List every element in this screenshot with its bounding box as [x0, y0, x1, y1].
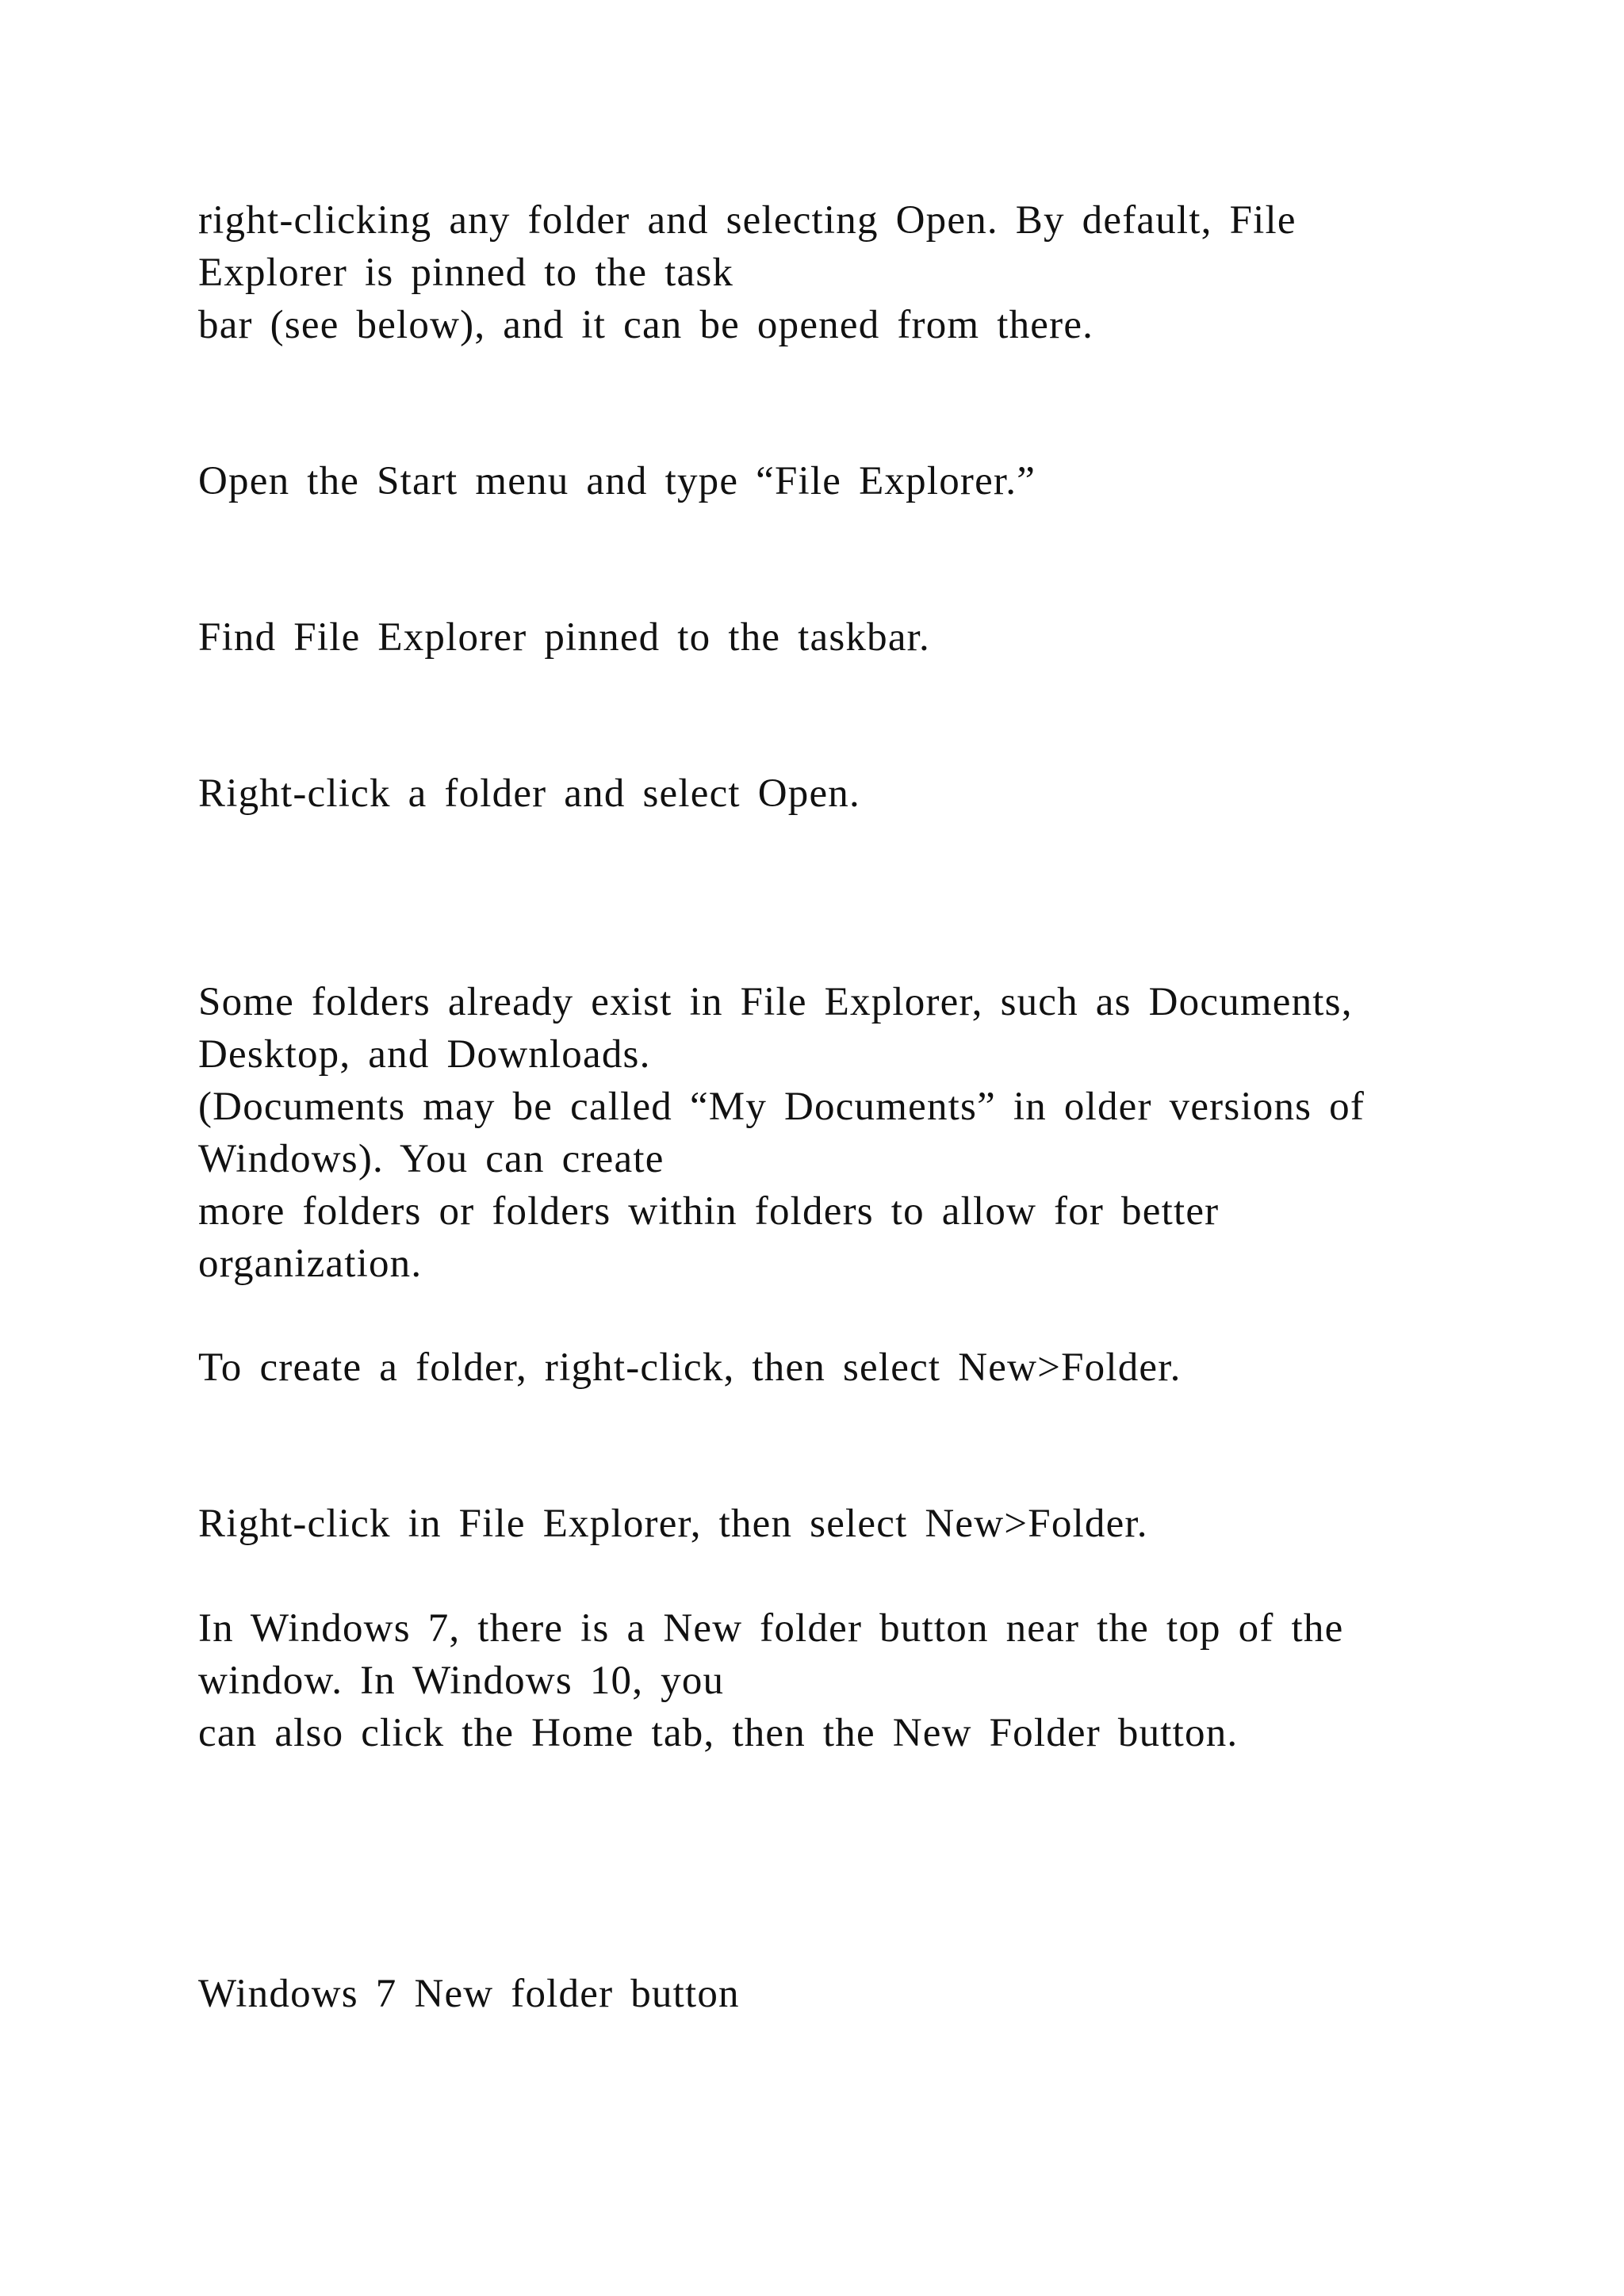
paragraph-line: Right-click in File Explorer, then select New>Folder.: [198, 1502, 1148, 1546]
paragraph-line: Open the Start menu and type “File Explorer.”: [198, 459, 1036, 503]
paragraph-line: window. In Windows 10, you: [198, 1659, 725, 1703]
paragraph-line: can also click the Home tab, then the New Folder button.: [198, 1711, 1239, 1755]
paragraph-line: Some folders already exist in File Explorer, such as Documents,: [198, 980, 1353, 1024]
paragraph-line: To create a folder, right-click, then select New>Folder.: [198, 1345, 1182, 1390]
paragraph-line: more folders or folders within folders to allow for better: [198, 1189, 1220, 1234]
paragraph-line: organization.: [198, 1242, 423, 1286]
paragraph-line: Right-click a folder and select Open.: [198, 771, 860, 816]
image-caption: Windows 7 New folder button: [198, 1972, 740, 2016]
paragraph-line: (Documents may be called “My Documents” in older versions of: [198, 1085, 1365, 1129]
paragraph-line: right-clicking any folder and selecting Open. By default, File: [198, 198, 1297, 243]
paragraph-line: Explorer is pinned to the task: [198, 251, 734, 295]
paragraph-line: Desktop, and Downloads.: [198, 1032, 651, 1077]
paragraph-line: Find File Explorer pinned to the taskbar.: [198, 615, 930, 660]
paragraph-line: In Windows 7, there is a New folder button near the top of the: [198, 1606, 1344, 1651]
paragraph-line: Windows). You can create: [198, 1137, 665, 1181]
paragraph-line: bar (see below), and it can be opened from there.: [198, 303, 1094, 347]
